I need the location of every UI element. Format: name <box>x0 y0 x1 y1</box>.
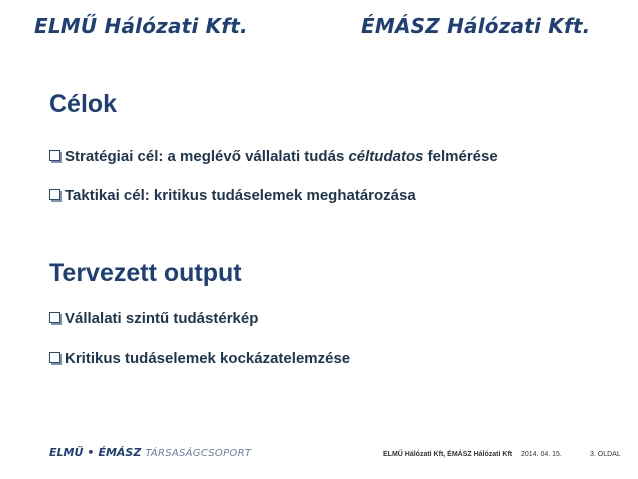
footer-logo-emasz: ÉMÁSZ <box>98 446 142 459</box>
footer-company: ELMŰ Hálózati Kft, ÉMÁSZ Hálózati Kft <box>383 451 513 458</box>
bullet-tactical-goal <box>49 187 416 204</box>
bullet-text: Taktikai cél: kritikus tudáselemek meghatározása <box>65 187 416 204</box>
footer-date: 2014. 04. 15. <box>521 451 562 458</box>
checkbox-bullet-icon <box>49 312 60 323</box>
bullet-strategic-goal <box>49 148 498 165</box>
header-brand-emasz: ÉMÁSZ Hálózati Kft. <box>361 14 591 38</box>
checkbox-bullet-icon <box>49 189 60 200</box>
footer-logo-elmu: ELMŰ <box>49 446 84 459</box>
footer-group-logo <box>49 446 251 459</box>
bullet-risk-analysis <box>49 350 350 367</box>
bullet-text: Vállalati szintű tudástérkép <box>65 310 259 327</box>
footer-logo-separator: • <box>87 446 95 459</box>
header-brand-elmu: ELMŰ Hálózati Kft. <box>34 14 248 38</box>
footer-logo-group: TÁRSASÁGCSOPORT <box>145 448 252 459</box>
section-title-goals: Célok <box>49 90 118 118</box>
bullet-text: Kritikus tudáselemek kockázatelemzése <box>65 350 351 367</box>
footer-page-number: 3. OLDAL <box>590 451 621 458</box>
bullet-knowledge-map <box>49 310 258 327</box>
bullet-text: Stratégiai cél: a meglévő vállalati tudás céltudatos felmérése <box>65 148 498 165</box>
checkbox-bullet-icon <box>49 352 60 363</box>
bullet-emphasis: céltudatos <box>348 148 424 165</box>
section-title-planned-output: Tervezett output <box>49 259 242 287</box>
checkbox-bullet-icon <box>49 150 60 161</box>
